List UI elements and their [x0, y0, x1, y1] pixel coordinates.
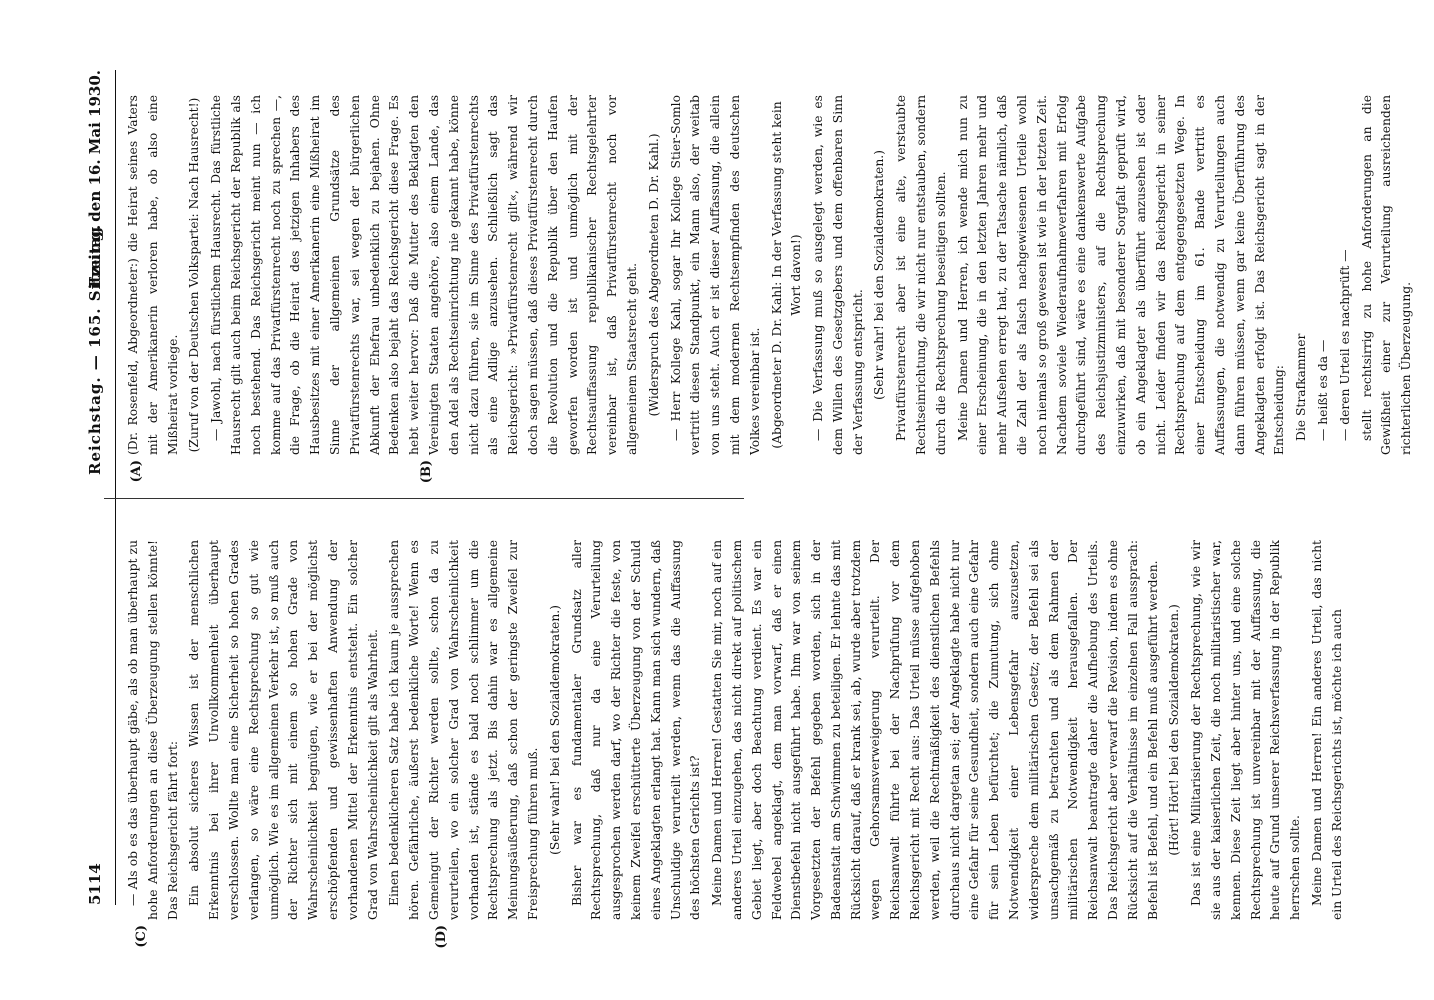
running-title: Reichstag. — 165. Sitzung.	[86, 223, 104, 475]
paragraph: Einen bedenklicheren Satz habe ich kaum je aussprechen hören. Gefährliche, äußerst bedenkliche Worte! Wenn es Gemeingut der Richter werden sollte, schon da zu verurteilen, wo ein solcher Grad von Wahrscheinlichkeit vorhanden ist, stände es bald noch schlimmer um die Rechtsprechung als jetzt. Bis dahin war es allgemeine Meinungsäußerung, daß schon der geringste Zweifel zur Freisprechung führen muß.	[387, 540, 540, 920]
page-number: 5114	[86, 863, 104, 905]
margin-mark-d: (D)	[434, 925, 449, 949]
left-column	[124, 95, 1414, 455]
paragraph: — Als ob es das überhaupt gäbe, als ob man überhaupt zu hohe Anforderungen an diese Überzeugung stellen könnte! Das Reichsgericht fährt fort:	[126, 540, 180, 920]
interjection: (Abgeordneter D. Dr. Kahl: In der Verfassung steht kein Wort davon!)	[769, 101, 804, 449]
paragraph: Privatfürstenrecht aber ist eine alte, verstaubte Rechtseinrichtung, die wir nicht nur entstauben, sondern durch die Rechtsprechung beseitigen sollten.	[894, 95, 948, 455]
quote-block: Ein absolut sicheres Wissen ist der menschlichen Erkenntnis bei ihrer Unvollkommenheit überhaupt verschlossen. Wollte man eine Sicherheit so hohen Grades verlangen, so wäre eine Rechtsprechung so gut wie unmöglich. Wie es im allgemeinen Verkehr ist, so muß auch der Richter sich mit einem so hohen Grade von Wahrscheinlichkeit begnügen, wie er bei der möglichst erschöpfenden und gewissenhaften Anwendung der vorhandenen Mittel der Erkenntnis entsteht. Ein solcher Grad von Wahrscheinlichkeit gilt als Wahrheit.	[187, 540, 380, 920]
paragraph: Meine Damen und Herren! Ein anderes Urteil, das nicht ein Urteil des Reichsgerichts ist, möchte ich auch	[1310, 540, 1344, 920]
margin-mark-c: (C)	[134, 925, 149, 948]
paragraph: Meine Damen und Herren! Gestatten Sie mir, noch auf ein anderes Urteil einzugehen, das nicht direkt auf politischem Gebiet liegt, aber doch Beachtung verdient. Es war ein Feldwebel angeklagt, dem man vorwarf, daß er einen Dienstbefehl nicht ausgeführt habe. Ihm war von seinem Vorgesetzten der Befehl gegeben worden, sich in der Badeanstalt am Schwimmen zu beteiligen. Er lehnte das mit Rücksicht darauf, daß er krank sei, ab, wurde aber trotzdem wegen Gehorsamsverweigerung verurteilt. Der Reichsanwalt führte bei der Nachprüfung vor dem Reichsgericht mit Recht aus: Das Urteil müsse aufgehoben werden, weil die Rechtmäßigkeit des dienstlichen Befehls durchaus nicht dargetan sei; der Angeklagte habe nicht nur eine Gefahr für seine Gesundheit, sondern auch eine Gefahr für sein Leben befürchtet; die Zumutung, sich ohne Notwendigkeit einer Lebensgefahr auszusetzen, widerspreche dem militärischen Gesetz; der Befehl sei als unsachgemäß zu betrachten und als dem Rahmen der militärischen Notwendigkeit herausgefallen. Der Reichsanwalt beantragte daher die Aufhebung des Urteils. Das Reichsgericht aber verwarf die Revision, indem es ohne Rücksicht auf die Verhältnisse im einzelnen Fall aussprach: Befehl ist Befehl, und ein Befehl muß ausgeführt werden.	[710, 540, 1160, 920]
running-head	[86, 70, 112, 905]
paragraph: — Jawohl, nach fürstlichem Hausrecht. Das fürstliche Hausrecht gilt auch beim Reichsgericht der Republik als noch bestehend. Das Reichsgericht meint nun — ich komme auf das Privatfürstenrecht noch zu sprechen —, die Frage, ob die Heirat des jetzigen Inhabers des Hausbesitzes mit einer Amerikanerin eine Mißheirat im Sinne der allgemeinen Grundsätze des Privatfürstenrechts war, sei wegen der bürgerlichen Abkunft der Ehefrau unbedenklich zu bejahen. Ohne Bedenken also bejaht das Reichsgericht diese Frage. Es hebt weiter hervor: Daß die Mutter des Beklagten den Vereinigten Staaten angehöre, also einem Lande, das den Adel als Rechtseinrichtung nie gekannt habe, könne nicht dazu führen, sie im Sinne des Privatfürstenrechts als eine Adlige anzusehen. Schließlich sagt das Reichsgericht: »Privatfürstenrecht gilt«, während wir doch sagen müssen, daß dieses Privatfürstenrecht durch die Revolution und die Republik über den Haufen geworfen worden ist und unmöglich mit der Rechtsauffassung republikanischer Rechtsgelehrter vereinbar ist, daß Privatfürstenrecht noch vor allgemeinem Staatsrecht geht.	[209, 95, 639, 455]
running-date: Freitag den 16. Mai 1930.	[86, 70, 104, 288]
paragraph: — Herr Kollege Kahl, sogar Ihr Kollege Stier-Somlo vertritt diesen Standpunkt, ein Mann also, der weitab von uns steht. Auch er ist dieser Auffassung, die allein mit dem modernen Rechtsempfinden des deutschen Volkes vereinbar ist.	[668, 95, 762, 455]
paragraph: Bisher war es fundamentaler Grundsatz aller Rechtsprechung, daß nur da eine Verurteilung ausgesprochen werden darf, wo der Richter die feste, von keinem Zweifel erschütterte Überzeugung von der Schuld eines Angeklagten erlangt hat. Kann man sich wundern, daß Unschuldige verurteilt werden, wenn das die Auffassung des höchsten Gerichts ist?	[569, 540, 703, 920]
column-divider	[104, 498, 744, 499]
paragraph: — Die Verfassung muß so ausgelegt werden, wie es dem Willen des Gesetzgebers und dem offenbaren Sinn der Verfassung entspricht.	[811, 95, 865, 455]
margin-mark-a: (A)	[129, 460, 144, 483]
right-column	[124, 540, 1344, 920]
paragraph: Meine Damen und Herren, ich wende mich nun zu einer Erscheinung, die in den letzten Jahren mehr und mehr Aufsehen erregt hat, zu der Tatsache nämlich, daß die Zahl der als falsch nachgewiesenen Urteile wohl noch niemals so groß gewesen ist wie in der letzten Zeit. Nachdem soviele Wiederaufnahmeverfahren mit Erfolg durchgeführt sind, wäre es eine dankenswerte Aufgabe des Reichsjustizministers, auf die Rechtsprechung einzuwirken, daß mit besonderer Sorgfalt geprüft wird, ob ein Angeklagter als überführt anzusehen ist oder nicht. Leider finden wir das Reichsgericht in seiner Rechtsprechung auf dem entgegengesetzten Wege. In einer Entscheidung im 61. Bande vertritt es Auffassungen, die notwendig zu Verurteilungen auch dann führen müssen, wenn gar keine Überführung des Angeklagten erfolgt ist. Das Reichsgericht sagt in der Entscheidung:	[955, 95, 1287, 455]
interjection: (Zuruf von der Deutschen Volkspartei: Nach Hausrecht!)	[187, 97, 202, 453]
header-rule	[115, 70, 116, 905]
margin-mark-b: (B)	[419, 460, 434, 484]
paragraph: (Dr. Rosenfeld, Abgeordneter:) die Heirat seines Vaters mit der Amerikanerin verloren habe, ob also eine Mißheirat vorliege.	[126, 95, 180, 455]
quote-line: — deren Urteil es nachprüft —	[1337, 249, 1352, 441]
interjection: (Sehr wahr! bei den Sozialdemokraten.)	[547, 605, 562, 855]
interjection: (Sehr wahr! bei den Sozialdemokraten.)	[872, 150, 887, 400]
interjection: (Widerspruch des Abgeordneten D. Dr. Kahl.)	[646, 133, 661, 417]
quote-line: stellt rechtsirrig zu hohe Anforderungen an die Gewißheit einer zur Verurteilung ausreichenden richterlichen Überzeugung.	[1359, 95, 1414, 455]
paragraph: Das ist eine Militarisierung der Rechtsprechung, wie wir sie aus der kaiserlichen Zeit, die noch militaristischer war, kennen. Diese Zeit liegt aber hinter uns, und eine solche Rechtsprechung ist unvereinbar mit der Auffassung, die heute auf Grund unserer Reichsverfassung in der Republik herrschen sollte.	[1189, 540, 1303, 920]
interjection: (Hört! Hört! bei den Sozialdemokraten.)	[1167, 604, 1182, 856]
quote-line: Die Strafkammer	[1294, 333, 1309, 441]
quote-line: — heißt es da —	[1316, 339, 1331, 441]
